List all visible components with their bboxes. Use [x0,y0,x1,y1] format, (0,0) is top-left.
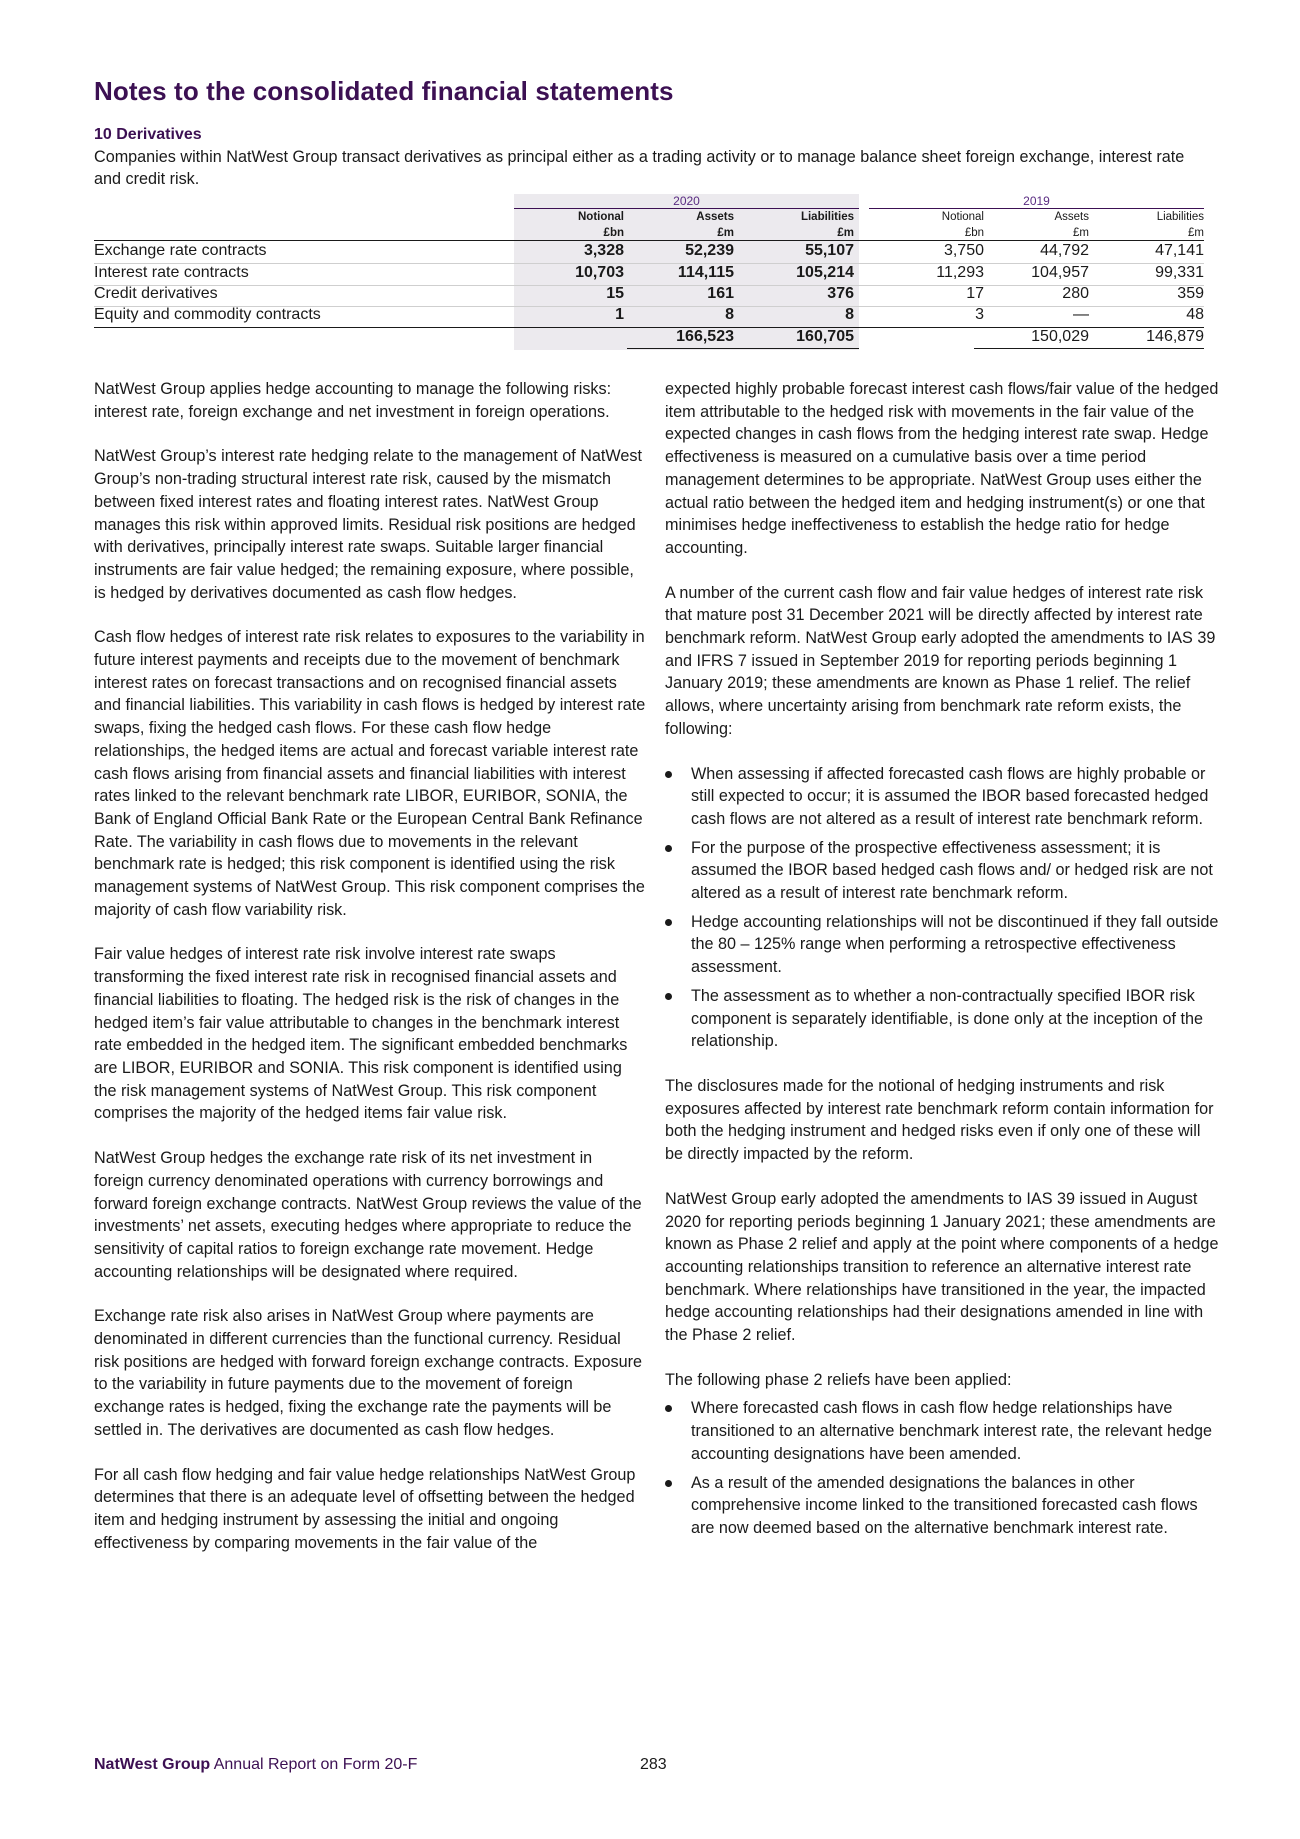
col-header-notional-2020: Notional £bn [578,211,624,239]
row-label: Interest rate contracts [94,264,249,281]
col-header-liabilities-2020: Liabilities £m [800,211,854,239]
cell-notional-2019: 3 [975,306,984,323]
phase2-relief-list [665,1397,1221,1539]
footer-brand: NatWest Group [94,1756,211,1773]
cell-assets-2019: 104,957 [1031,264,1089,281]
total-assets-2020: 166,523 [676,328,734,345]
total-underline-2020 [627,348,859,349]
cell-liabilities-2019: 359 [1177,285,1204,302]
cell-notional-2020: 15 [606,285,624,302]
cell-notional-2020: 1 [615,306,624,323]
cell-notional-2020: 3,328 [583,242,624,259]
col-header-liabilities-2019: Liabilities £m [1156,211,1204,239]
bullet-icon [665,845,672,852]
right-column [665,378,1221,1562]
cell-notional-2020: 10,703 [575,264,624,281]
paragraph: Fair value hedges of interest rate risk involve interest rate swaps transforming the fixed interest rate risk in recognised financial assets and financial liabilities to floating. The hedged risk is the risk of changes in the hedged item’s fair value attributable to changes in the benchmark interest rate embedded in the hedged item. The significant embedded benchmarks are LIBOR, EURIBOR and SONIA. This risk component is identified using the risk management systems of NatWest Group. This risk component comprises the majority of the hedged items fair value risk. [94,945,628,1123]
period-2019-rule [869,208,1204,209]
table-total-row [94,328,1204,350]
cell-liabilities-2020: 55,107 [805,242,854,259]
paragraph: expected highly probable forecast interest cash flows/fair value of the hedged item attributable to the hedged risk with movements in the fair value of the expected changes in cash flows from the hedging interest rate swap. Hedge effectiveness is measured on a cumulative basis over a time period management determines to be appropriate. NatWest Group uses either the actual ratio between the hedged item and hedging instrument(s) or one that minimises hedge ineffectiveness to establish the hedge ratio for hedge accounting. [665,380,1219,557]
bullet-icon [665,993,672,1000]
cell-liabilities-2020: 376 [827,285,854,302]
paragraph: For all cash flow hedging and fair value hedge relationships NatWest Group determines that there is an adequate level of offsetting between the hedged item and hedging instrument by assessing the initial and ongoing effectiveness by comparing movements in the fair value of the [94,1465,636,1552]
list-item: For the purpose of the prospective effectiveness assessment; it is assumed the IBOR based hedged cash flows and/ or hedged risk are not altered as a result of interest rate benchmark reform. [665,837,1221,905]
paragraph: NatWest Group early adopted the amendments to IAS 39 issued in August 2020 for reporting periods beginning 1 January 2021; these amendments are known as Phase 2 relief and apply at the point where components of a hedge accounting relationships transition to reference an alternative interest rate benchmark. Where relationships have transitioned in the year, the impacted hedge accounting relationships had their designations amended in line with the Phase 2 relief. [665,1189,1219,1345]
phase1-relief-list [665,763,1221,1053]
paragraph: NatWest Group applies hedge accounting to manage the following risks: interest rate, foreign exchange and net investment in foreign operations. [94,380,612,421]
footer-report-name: Annual Report on Form 20-F [213,1756,418,1773]
total-assets-2019: 150,029 [1031,328,1089,345]
table-row [94,264,1204,286]
col-header-notional-2019: Notional £bn [941,211,984,239]
cell-notional-2019: 17 [966,285,984,302]
period-2020-rule [514,208,859,209]
col-header-assets-2020: Assets £m [696,211,734,239]
bullet-icon [665,771,672,778]
paragraph: Exchange rate risk also arises in NatWest Group where payments are denominated in different currencies than the functional currency. Residual risk positions are hedged with forward foreign exchange contracts. Exposure to the variability in future payments due to the movement of foreign exchange rates is hedged, fixing the exchange rate the payments will be settled in. The derivatives are documented as cash flow hedges. [94,1307,642,1439]
cell-assets-2020: 8 [725,306,734,323]
cell-notional-2019: 3,750 [943,242,984,259]
cell-assets-2020: 161 [707,285,734,302]
period-2019: 2019 [1023,194,1050,208]
list-item: Where forecasted cash flows in cash flow hedge relationships have transitioned to an alternative benchmark interest rate, the relevant hedge accounting designations have been amended. [665,1397,1221,1465]
cell-assets-2019: — [1073,306,1089,323]
cell-liabilities-2020: 8 [845,306,854,323]
bullet-icon [665,1405,672,1412]
table-row [94,242,1204,264]
total-liabilities-2020: 160,705 [796,328,854,345]
total-underline-2019 [974,348,1204,349]
header-rule [94,240,1204,241]
list-item: The assessment as to whether a non-contractually specified IBOR risk component is separately identifiable, is done only at the inception of the relationship. [665,985,1221,1053]
paragraph: A number of the current cash flow and fair value hedges of interest rate risk that mature post 31 December 2021 will be directly affected by interest rate benchmark reform. NatWest Group early adopted the amendments to IAS 39 and IFRS 7 issued in September 2019 for reporting periods beginning 1 January 2019; these amendments are known as Phase 1 relief. The relief allows, where uncertainty arising from benchmark rate reform exists, the following: [665,583,1216,738]
table-row [94,306,1204,328]
bullet-icon [665,1480,672,1487]
derivatives-table [94,194,1204,350]
list-item: When assessing if affected forecasted cash flows are highly probable or still expected to occur; it is assumed the IBOR based forecasted hedged cash flows are not altered as a result of interest rate benchmark reform. [665,763,1221,831]
section-heading: 10 Derivatives [94,126,202,143]
paragraph: Cash flow hedges of interest rate risk relates to exposures to the variability in future interest payments and receipts due to the movement of benchmark interest rates on forecast transactions and on recognised financial assets and financial liabilities. This variability in cash flows is hedged by interest rate swaps, fixing the hedged cash flows. For these cash flow hedge relationships, the hedged items are actual and forecast variable interest rate cash flows arising from financial assets and financial liabilities with interest rates linked to the relevant benchmark rate LIBOR, EURIBOR, SONIA, the Bank of England Official Bank Rate or the European Central Bank Refinance Rate. The variability in cash flows due to movements in the relevant benchmark rate is hedged; this risk component is identified using the risk management systems of NatWest Group. This risk component comprises the majority of cash flow variability risk. [94,628,646,919]
cell-liabilities-2019: 48 [1186,306,1204,323]
paragraph: NatWest Group’s interest rate hedging relate to the management of NatWest Group’s non-trading structural interest rate risk, caused by the mismatch between fixed interest rates and floating interest rates. NatWest Group manages this risk within approved limits. Residual risk positions are hedged with derivatives, principally interest rate swaps. Suitable larger financial instruments are fair value hedged; the remaining exposure, where possible, is hedged by derivatives documented as cash flow hedges. [94,447,642,602]
row-label: Exchange rate contracts [94,242,267,259]
bullet-icon [665,919,672,926]
intro-paragraph: Companies within NatWest Group transact derivatives as principal either as a trading activity or to manage balance sheet foreign exchange, interest rate and credit risk. [94,148,1185,188]
list-item: As a result of the amended designations the balances in other comprehensive income linked to the transitioned forecasted cash flows are now deemed based on the alternative benchmark interest rate. [665,1472,1221,1540]
col-header-assets-2019: Assets £m [1054,211,1089,239]
cell-liabilities-2019: 99,331 [1155,264,1204,281]
paragraph: The following phase 2 reliefs have been applied: [665,1370,1012,1389]
list-item: Hedge accounting relationships will not be discontinued if they fall outside the 80 – 125% range when performing a retrospective effectiveness assessment. [665,911,1221,979]
table-row [94,285,1204,307]
cell-assets-2020: 52,239 [685,242,734,259]
cell-assets-2020: 114,115 [677,264,734,281]
cell-assets-2019: 280 [1062,285,1089,302]
cell-liabilities-2020: 105,214 [796,264,854,281]
cell-liabilities-2019: 47,141 [1155,242,1204,259]
paragraph: The disclosures made for the notional of hedging instruments and risk exposures affected by interest rate benchmark reform contain information for both the hedging instrument and hedged risks even if only one of these will be directly impacted by the reform. [665,1076,1214,1164]
left-column [94,378,646,1576]
footer [94,1756,417,1774]
page-title: Notes to the consolidated financial statements [94,76,674,106]
cell-notional-2019: 11,293 [936,264,984,281]
row-label: Credit derivatives [94,285,218,302]
page-number: 283 [640,1756,667,1773]
paragraph: NatWest Group hedges the exchange rate risk of its net investment in foreign currency denominated operations with currency borrowings and forward foreign exchange contracts. NatWest Group reviews the value of the investments’ net assets, executing hedges where appropriate to reduce the sensitivity of capital ratios to foreign exchange rate movement. Hedge accounting relationships will be designated where required. [94,1149,642,1281]
period-2020: 2020 [673,194,700,208]
cell-assets-2019: 44,792 [1040,242,1089,259]
row-label: Equity and commodity contracts [94,306,321,323]
total-liabilities-2019: 146,879 [1146,328,1204,345]
